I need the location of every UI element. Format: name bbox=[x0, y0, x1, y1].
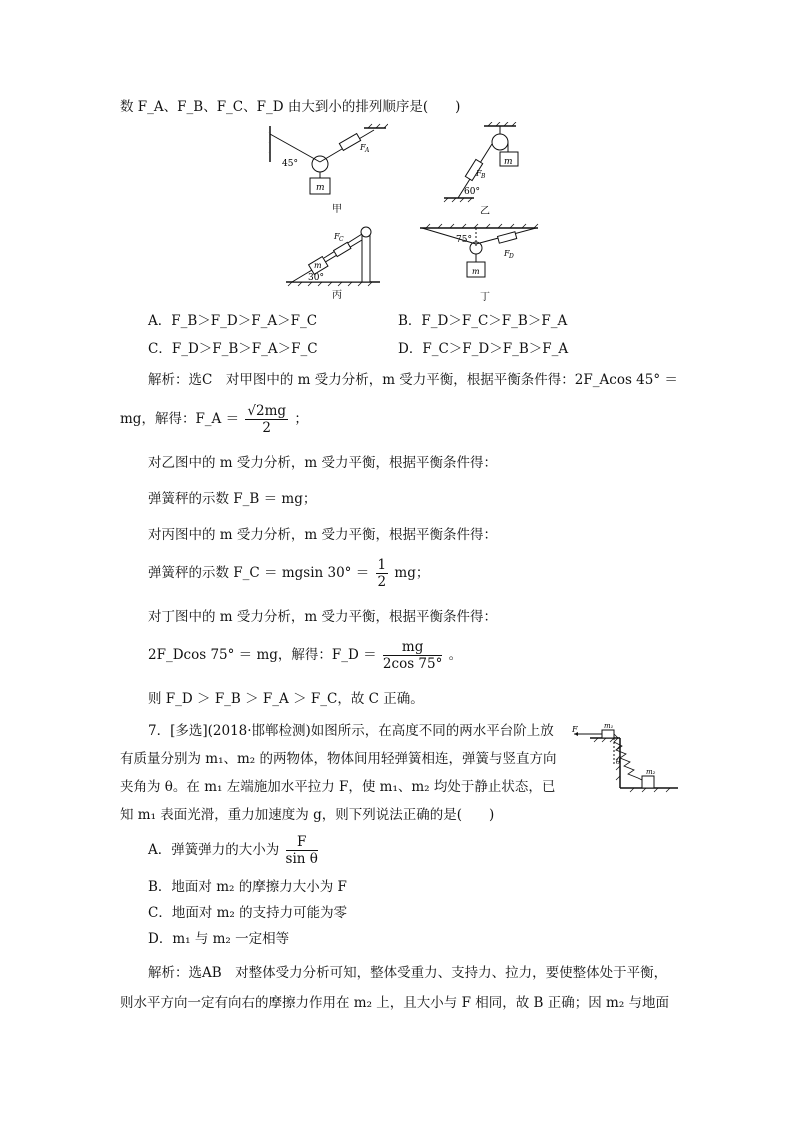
svg-text:m: m bbox=[472, 267, 480, 276]
q6-solution-line-3: 对乙图中的 m 受力分析，m 受力平衡，根据平衡条件得： bbox=[148, 455, 497, 471]
fraction-half: $\frac{1}{2}$ bbox=[377, 557, 387, 590]
q7-option-d: D．m₁ 与 m₂ 一定相等 bbox=[148, 931, 290, 947]
svg-text:F: F bbox=[360, 143, 366, 152]
fraction-fa: $\frac{√2mg}{2}$ bbox=[247, 403, 287, 436]
svg-text:F: F bbox=[476, 169, 482, 178]
figure-yi bbox=[440, 122, 550, 214]
figure-jia bbox=[268, 122, 388, 214]
q6-solution-line-7: 对丁图中的 m 受力分析，m 受力平衡，根据平衡条件得： bbox=[148, 609, 497, 625]
q6-solution-line-8: 2F_Dcos 75° ＝ mg，解得：F_D ＝ $\frac{mg}{2\cos 75^\circ}$ 。 bbox=[148, 639, 463, 672]
svg-text:m₂: m₂ bbox=[646, 768, 656, 776]
svg-text:θ: θ bbox=[616, 758, 621, 766]
label-m: m bbox=[316, 183, 325, 193]
svg-text:F: F bbox=[504, 249, 510, 258]
svg-text:D: D bbox=[509, 253, 514, 260]
q7-solution-line-2: 则水平方向一定有向右的摩擦力作用在 m₂ 上，且大小与 F 相同，故 B 正确；因 m₂ 与地面 bbox=[120, 995, 670, 1011]
label-yi: 乙 bbox=[480, 206, 490, 214]
label-60: 60° bbox=[464, 187, 480, 197]
q6-option-b: B．F_D＞F_C＞F_B＞F_A bbox=[398, 313, 568, 329]
q6-option-a: A．F_B＞F_D＞F_A＞F_C bbox=[148, 313, 318, 329]
svg-text:F: F bbox=[572, 725, 578, 734]
svg-text:B: B bbox=[481, 173, 486, 180]
svg-text:A: A bbox=[365, 147, 370, 154]
figure-ding bbox=[416, 222, 542, 304]
q6-solution-line-4: 弹簧秤的示数 F_B ＝ mg； bbox=[148, 491, 317, 507]
q6-stem: 数 F_A、F_B、F_C、F_D 由大到小的排列顺序是( ) bbox=[120, 99, 461, 115]
svg-text:m: m bbox=[504, 157, 513, 167]
label-45: 45° bbox=[282, 159, 298, 169]
q6-solution-line-1: 解析：选C 对甲图中的 m 受力分析，m 受力平衡，根据平衡条件得：2F_Acos 45° ＝ bbox=[148, 372, 678, 388]
fraction-spring: $\frac{F}{\text{sin θ}}$ bbox=[285, 834, 318, 867]
label-bing: 丙 bbox=[332, 290, 342, 301]
q7-stem-line-2: 有质量分别为 m₁、m₂ 的两物体，物体间用轻弹簧相连，弹簧与竖直方向 bbox=[120, 751, 557, 767]
svg-text:m: m bbox=[314, 261, 322, 270]
q6-solution-line-9: 则 F_D ＞ F_B ＞ F_A ＞ F_C，故 C 正确。 bbox=[148, 691, 424, 707]
label-ding: 丁 bbox=[480, 292, 490, 303]
q7-stem-line-4: 知 m₁ 表面光滑，重力加速度为 g，则下列说法正确的是( ) bbox=[120, 807, 495, 823]
fraction-fd: $\frac{mg}{2\cos 75^\circ}$ bbox=[382, 639, 443, 672]
q6-option-c: C．F_D＞F_B＞F_A＞F_C bbox=[148, 341, 318, 357]
q7-option-c: C．地面对 m₂ 的支持力可能为零 bbox=[148, 905, 348, 921]
figure-q7 bbox=[570, 724, 682, 796]
label-75: 75° bbox=[456, 235, 472, 245]
q7-option-b: B．地面对 m₂ 的摩擦力大小为 F bbox=[148, 879, 347, 895]
q7-solution-line-1: 解析：选AB 对整体受力分析可知，整体受重力、支持力、拉力，要使整体处于平衡， bbox=[148, 965, 668, 981]
q7-stem-line-1: 7．[多选](2018·邯郸检测)如图所示，在高度不同的两水平台阶上放 bbox=[148, 723, 554, 739]
q7-stem-line-3: 夹角为 θ。在 m₁ 左端施加水平拉力 F，使 m₁、m₂ 均处于静止状态，已 bbox=[120, 779, 556, 795]
svg-text:C: C bbox=[339, 236, 344, 243]
figure-bing bbox=[284, 222, 384, 302]
q6-solution-line-5: 对丙图中的 m 受力分析，m 受力平衡，根据平衡条件得： bbox=[148, 527, 497, 543]
label-30: 30° bbox=[308, 273, 324, 283]
q6-solution-line-6: 弹簧秤的示数 F_C ＝ mgsin 30° ＝ $\frac{1}{2}$ mg； bbox=[148, 557, 430, 590]
svg-text:F: F bbox=[334, 232, 340, 241]
svg-text:m₁: m₁ bbox=[604, 724, 614, 730]
q7-option-a: A．弹簧弹力的大小为 $\frac{F}{\text{sin θ}}$ bbox=[148, 834, 318, 867]
label-jia: 甲 bbox=[332, 204, 342, 214]
q6-option-d: D．F_C＞F_D＞F_B＞F_A bbox=[398, 341, 569, 357]
q6-solution-line-2: mg，解得：F_A ＝ $\frac{√2mg}{2}$ ； bbox=[120, 403, 308, 436]
